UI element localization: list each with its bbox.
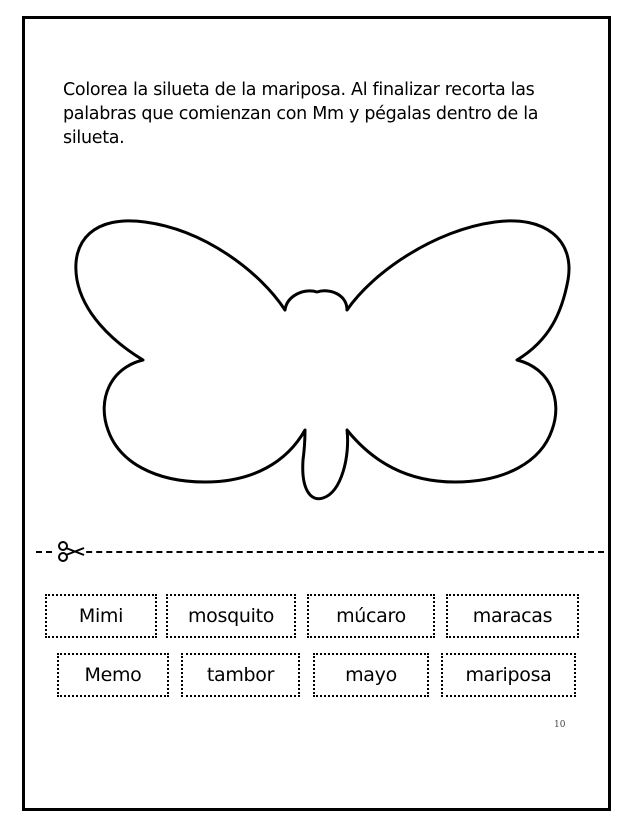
word-card: Memo — [57, 653, 169, 697]
scissors-icon — [56, 538, 86, 564]
word-card: mosquito — [166, 594, 296, 638]
word-card: Mimi — [45, 594, 157, 638]
word-card: mariposa — [441, 653, 576, 697]
cut-line — [36, 551, 604, 553]
instructions-text: Colorea la silueta de la mariposa. Al finalizar recorta las palabras que comienzan con Mm y pégalas dentro de la silueta. — [63, 80, 539, 148]
word-card: múcaro — [307, 594, 435, 638]
word-card: mayo — [313, 653, 429, 697]
word-card: maracas — [446, 594, 579, 638]
butterfly-silhouette — [55, 200, 585, 520]
page-number: 10 — [554, 720, 566, 730]
word-card: tambor — [181, 653, 300, 697]
